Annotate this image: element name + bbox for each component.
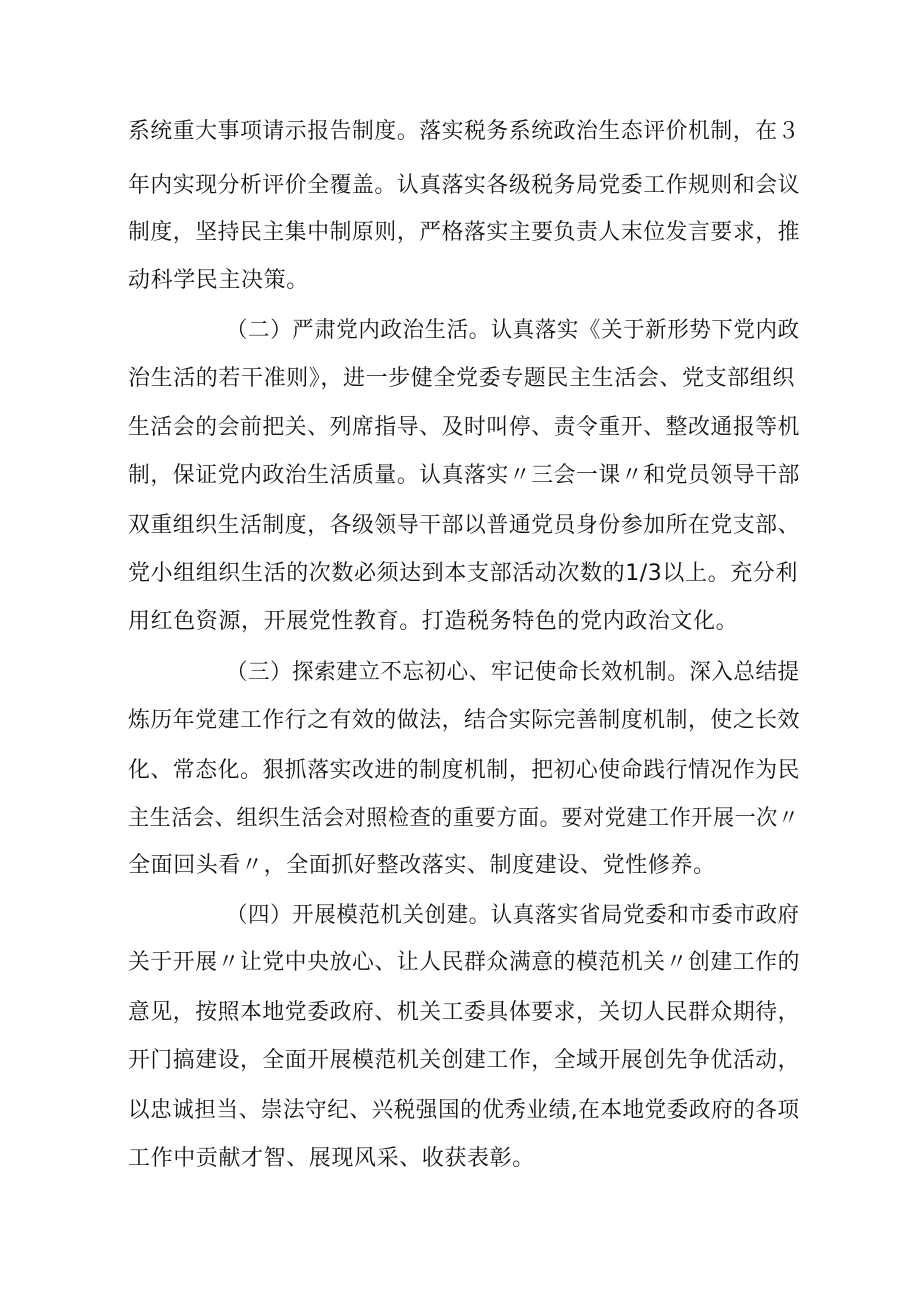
- text-line: [0, 799, 920, 839]
- line-text: 用红色资源，开展党性教育。打造税务特色的党内政治文化。: [128, 609, 739, 634]
- line-text: 化、常态化。狠抓落实改进的制度机制，把初心使命践行情况作为民: [128, 758, 801, 783]
- line-text: 治生活的若干准则》，进一步健全党委专题民主生活会、党支部组织: [128, 366, 796, 391]
- text-line: [0, 653, 920, 693]
- text-line: [0, 943, 920, 983]
- line-text: （三）探索建立不忘初心、牢记使命长效机制。深入总结提: [226, 660, 800, 685]
- text-line: [0, 993, 920, 1033]
- line-text: 意见，按照本地党委政府、机关工委具体要求，关切人民群众期待，: [128, 1000, 801, 1025]
- text-line: [0, 213, 920, 253]
- line-text: （二）严肃党内政治生活。认真落实《关于新形势下党内政: [226, 318, 800, 343]
- text-line: [0, 701, 920, 741]
- text-line: [0, 554, 920, 594]
- text-line: [0, 112, 920, 152]
- line-text: 系统重大事项请示报告制度。落实税务系统政治生态评价机制，在３: [128, 119, 801, 144]
- text-line: [0, 311, 920, 351]
- text-line: [0, 408, 920, 448]
- text-line: [0, 1091, 920, 1131]
- line-text: （四）开展模范机关创建。认真落实省局党委和市委市政府: [226, 903, 800, 928]
- text-line: [0, 1139, 920, 1179]
- line-text: 开门搞建设，全面开展模范机关创建工作，全域开展创先争优活动，: [128, 1048, 801, 1073]
- line-text: 动科学民主决策。: [128, 268, 309, 293]
- text-line: [0, 602, 920, 642]
- line-text: 炼历年党建工作行之有效的做法，结合实际完善制度机制，使之长效: [128, 708, 801, 733]
- line-text: 双重组织生活制度，各级领导干部以普通党员身份参加所在党支部、: [128, 513, 801, 538]
- text-line: [0, 846, 920, 886]
- line-text: 以忠诚担当、崇法守纪、兴税强国的优秀业绩,在本地党委政府的各项: [128, 1098, 800, 1123]
- text-line: [0, 166, 920, 206]
- line-text: 关于开展〃让党中央放心、让人民群众满意的模范机关〃创建工作的: [128, 950, 801, 975]
- text-line: [0, 506, 920, 546]
- line-text: 制，保证党内政治生活质量。认真落实〃三会一课〃和党员领导干部: [128, 463, 801, 488]
- text-line: [0, 261, 920, 301]
- text-line: [0, 456, 920, 496]
- text-line: [0, 896, 920, 936]
- line-text: 年内实现分析评价全覆盖。认真落实各级税务局党委工作规则和会议: [128, 173, 801, 198]
- line-text: 主生活会、组织生活会对照检查的重要方面。要对党建工作开展一次〃: [128, 806, 800, 831]
- text-line: [0, 1041, 920, 1081]
- line-text: 生活会的会前把关、列席指导、及时叫停、责令重开、整改通报等机: [128, 415, 801, 440]
- line-text: 工作中贡献才智、展现风采、收获表彰。: [128, 1146, 535, 1171]
- line-text: 党小组组织生活的次数必须达到本支部活动次数的1/3以上。充分利: [128, 561, 799, 586]
- line-text: 全面回头看〃，全面抓好整改落实、制度建设、党性修养。: [128, 853, 716, 878]
- text-line: [0, 751, 920, 791]
- text-line: [0, 359, 920, 399]
- line-text: 制度，坚持民主集中制原则，严格落实主要负责人末位发言要求，推: [128, 220, 801, 245]
